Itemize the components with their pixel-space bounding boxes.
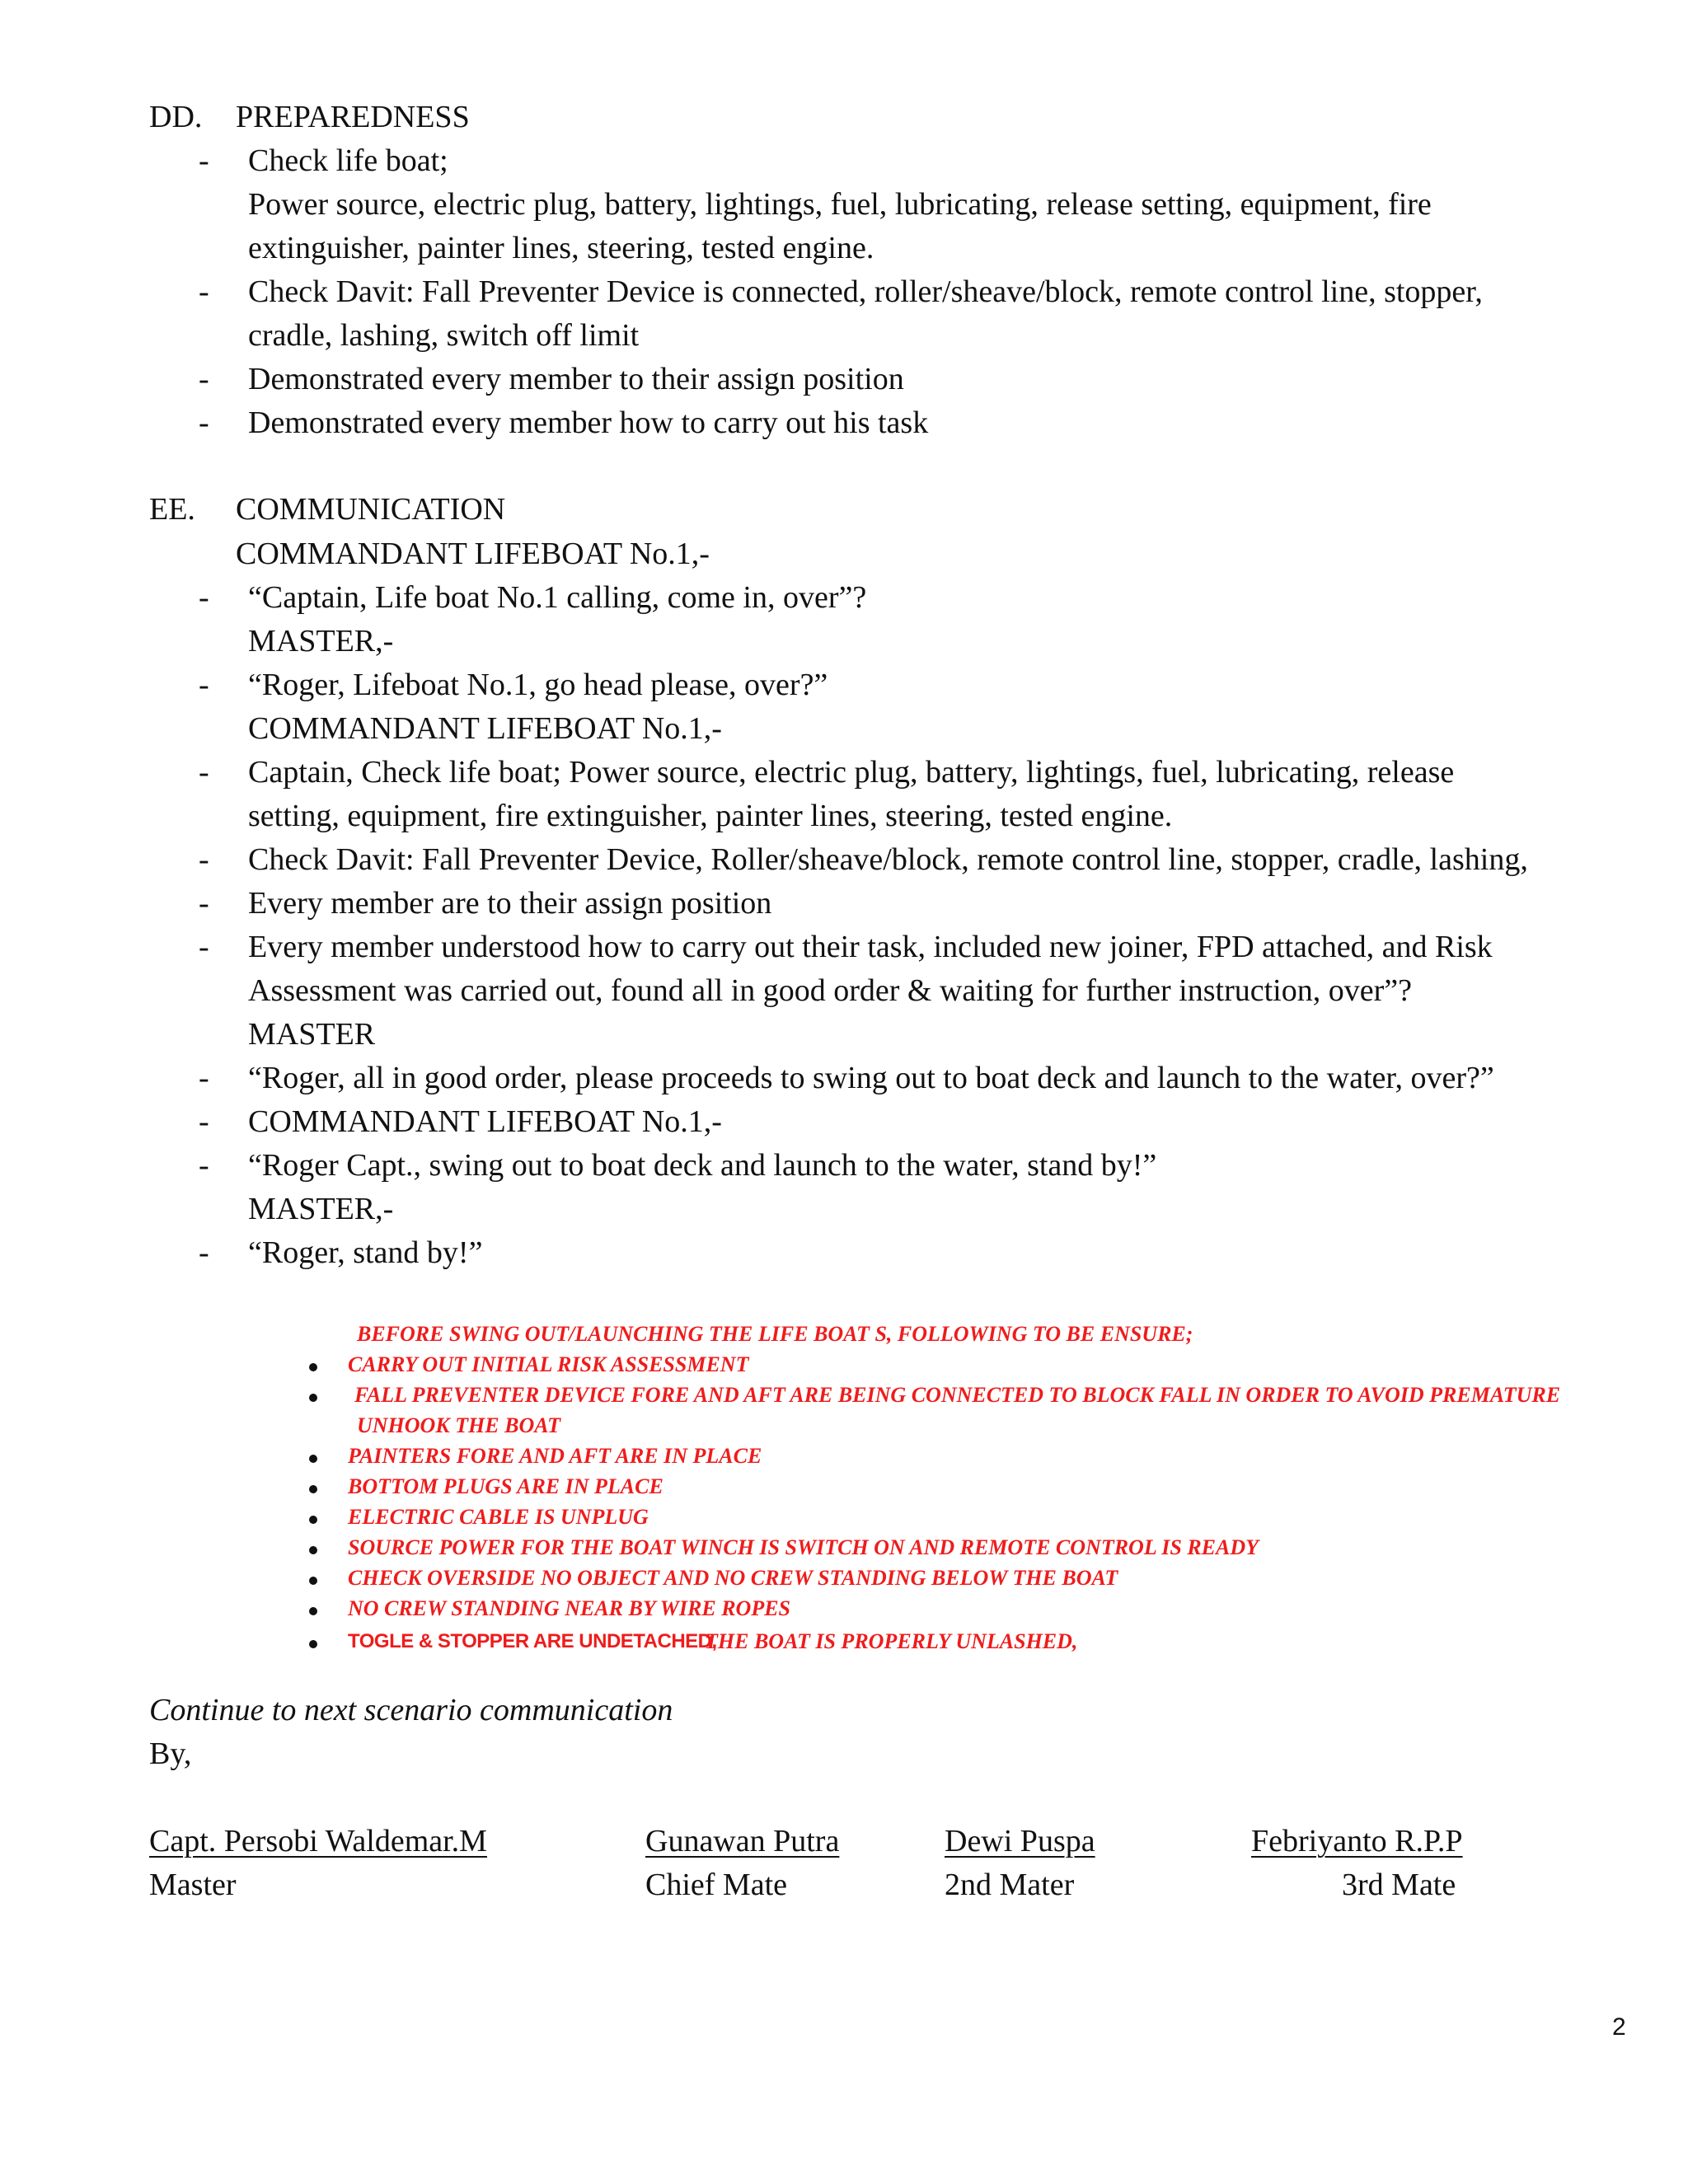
checklist-item: ELECTRIC CABLE IS UNPLUG [348,1505,649,1529]
signatory-name: Capt. Persobi Waldemar.M [149,1824,487,1858]
dialogue-line: “Roger Capt., swing out to boat deck and launch to the water, stand by!” [248,1148,1157,1183]
dialogue-line-cont: Assessment was carried out, found all in good order & waiting for further instruction, over”? [248,973,1412,1008]
dialogue-line: “Roger, stand by!” [248,1235,483,1270]
list-item-cont: cradle, lashing, switch off limit [248,318,640,353]
list-dash: - [199,668,209,702]
checklist-item-cont: THE BOAT IS PROPERLY UNLASHED, [705,1629,1078,1653]
checklist-item: FALL PREVENTER DEVICE FORE AND AFT ARE BEING CONNECTED TO BLOCK FALL IN ORDER TO AVOID PREMATURE [354,1383,1561,1407]
section-ee-heading: COMMUNICATION [236,492,506,527]
checklist-title: BEFORE SWING OUT/LAUNCHING THE LIFE BOAT S, FOLLOWING TO BE ENSURE; [357,1322,1193,1346]
list-dash: - [199,1235,209,1270]
signatory-role: 3rd Mate [1342,1868,1456,1902]
checklist-item: TOGLE & STOPPER ARE UNDETACHED, [348,1630,717,1652]
checklist-item-cont: UNHOOK THE BOAT [357,1413,561,1437]
bullet-icon [309,1640,317,1648]
checklist-item: BOTTOM PLUGS ARE IN PLACE [348,1474,663,1498]
section-dd-number: DD. [149,100,203,134]
dialogue-line: Every member understood how to carry out their task, included new joiner, FPD attached, and Risk [248,930,1493,964]
list-item: Check life boat; [248,143,448,178]
bullet-icon [309,1607,317,1615]
dialogue-line: Captain, Check life boat; Power source, electric plug, battery, lightings, fuel, lubricating, release [248,755,1455,790]
checklist-item: SOURCE POWER FOR THE BOAT WINCH IS SWITCH ON AND REMOTE CONTROL IS READY [348,1535,1259,1559]
list-dash: - [199,362,209,396]
signatory-name: Dewi Puspa [945,1824,1095,1858]
bullet-icon [309,1363,317,1371]
list-item: Check Davit: Fall Preventer Device is connected, roller/sheave/block, remote control line, stopper, [248,274,1483,309]
section-ee-number: EE. [149,492,195,527]
speaker-label: MASTER,- [248,1192,394,1226]
bullet-icon [309,1394,317,1402]
dialogue-line: Every member are to their assign position [248,886,772,921]
signatory-name: Gunawan Putra [645,1824,840,1858]
speaker-label: COMMANDANT LIFEBOAT No.1,- [248,1104,722,1139]
checklist-item: PAINTERS FORE AND AFT ARE IN PLACE [348,1444,762,1468]
list-dash: - [199,886,209,921]
dialogue-line: “Roger, Lifeboat No.1, go head please, over?” [248,668,828,702]
checklist-item: CARRY OUT INITIAL RISK ASSESSMENT [348,1352,749,1376]
list-dash: - [199,930,209,964]
speaker-label: COMMANDANT LIFEBOAT No.1,- [248,711,722,746]
list-item: Demonstrated every member how to carry out his task [248,405,929,440]
bullet-icon [309,1455,317,1463]
dialogue-line: “Captain, Life boat No.1 calling, come in, over”? [248,580,867,615]
list-dash: - [199,1061,209,1095]
speaker-label: COMMANDANT LIFEBOAT No.1,- [236,537,710,571]
list-dash: - [199,842,209,877]
list-item-cont: Power source, electric plug, battery, lightings, fuel, lubricating, release setting, equipment, fire [248,187,1432,222]
page-number: 2 [1612,2013,1626,2041]
dialogue-line-cont: setting, equipment, fire extinguisher, painter lines, steering, tested engine. [248,799,1173,833]
list-dash: - [199,1148,209,1183]
by-label: By, [149,1736,192,1771]
checklist-item: CHECK OVERSIDE NO OBJECT AND NO CREW STANDING BELOW THE BOAT [348,1566,1118,1590]
section-dd-heading: PREPAREDNESS [236,100,470,134]
continue-note: Continue to next scenario communication [149,1693,673,1727]
signatory-role: Master [149,1868,237,1902]
list-dash: - [199,274,209,309]
bullet-icon [309,1485,317,1493]
signatory-role: Chief Mate [645,1868,788,1902]
list-dash: - [199,580,209,615]
bullet-icon [309,1577,317,1585]
list-dash: - [199,755,209,790]
signatory-name: Febriyanto R.P.P [1251,1824,1463,1858]
bullet-icon [309,1516,317,1524]
list-dash: - [199,405,209,440]
list-dash: - [199,143,209,178]
list-item-cont: extinguisher, painter lines, steering, tested engine. [248,231,874,265]
checklist-item: NO CREW STANDING NEAR BY WIRE ROPES [348,1596,791,1620]
speaker-label: MASTER [248,1017,376,1052]
bullet-icon [309,1546,317,1554]
list-dash: - [199,1104,209,1139]
signatory-role: 2nd Mater [945,1868,1075,1902]
dialogue-line: Check Davit: Fall Preventer Device, Roller/sheave/block, remote control line, stopper, cradle, lashing, [248,842,1528,877]
dialogue-line: “Roger, all in good order, please proceeds to swing out to boat deck and launch to the water, over?” [248,1061,1494,1095]
speaker-label: MASTER,- [248,624,394,658]
list-item: Demonstrated every member to their assign position [248,362,904,396]
